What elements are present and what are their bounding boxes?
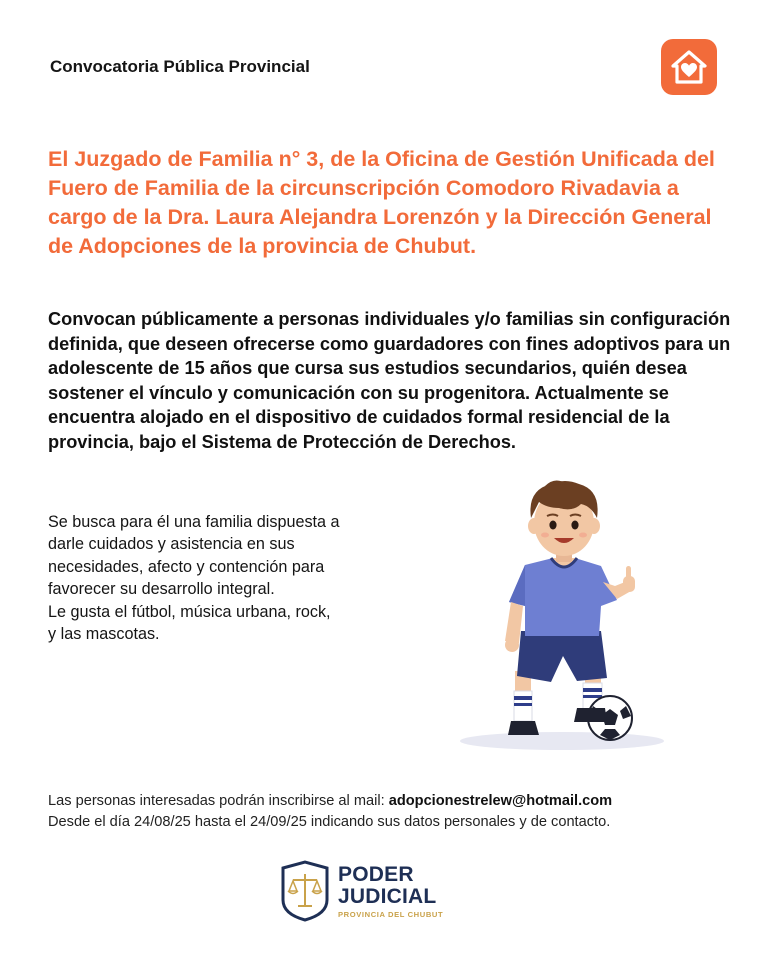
contact-info [48,791,748,832]
description-line: Se busca para él una familia dispuesta a [48,513,340,531]
headline: El Juzgado de Familia n° 3, de la Oficina de Gestión Unificada del Fuero de Familia de la circunscripción Comodoro Rivadavia a cargo de la Dra. Laura Alejandra Lorenzón y la Dirección General de Adopciones de la provincia de Chubut. [48,147,715,258]
description-text [48,511,418,645]
logo-title-line2: JUDICIAL [338,884,437,908]
description-line: darle cuidados y asistencia en sus [48,535,295,554]
description-line: y las mascotas. [48,625,160,644]
scales-emblem-icon [280,860,330,922]
logo-title-line1: PODER [338,862,414,886]
description-line: necesidades, afecto y contención para [48,557,325,576]
header-label: Convocatoria Pública Provincial [50,57,310,76]
description-line: favorecer su desarrollo integral. [48,580,275,599]
poder-judicial-logo [280,860,443,922]
home-heart-icon [661,39,717,95]
contact-prefix: Las personas interesadas podrán inscribirse al mail: [48,793,389,809]
contact-email-link[interactable]: adopcionestrelew@hotmail.com [388,793,613,809]
logo-subtitle: PROVINCIA DEL CHUBUT [338,909,444,919]
description-line: Le gusta el fútbol, música urbana, rock, [48,602,331,621]
boy-soccer-illustration [455,478,670,758]
contact-dates: Desde el día 24/08/25 hasta el 24/09/25 indicando sus datos personales y de contacto. [48,813,611,830]
announcement-text: Convocan públicamente a personas individuales y/o familias sin configuración definida, que deseen ofrecerse como guardadores con fines adoptivos para un adolescente de 15 años que cursa sus estudios secundarios, quién desea sostener el vínculo y comunicación con su progenitora. Actualmente se encuentra alojado en el dispositivo de cuidados formal residencial de la provincia, bajo el Sistema de Protección de Derechos. [48,309,731,452]
